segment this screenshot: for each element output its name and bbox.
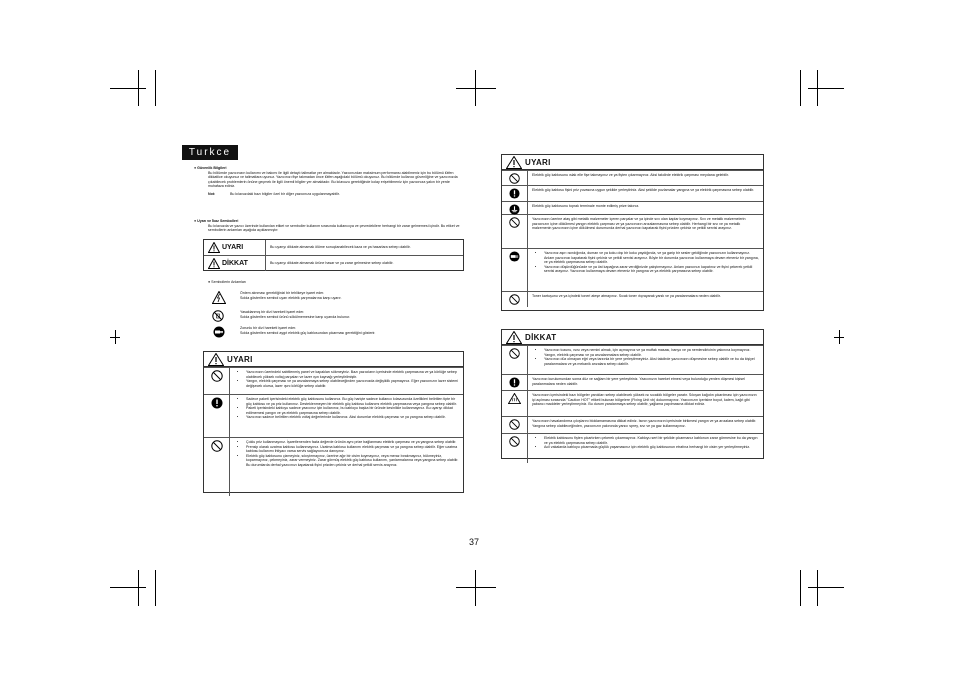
right-warning-row-1 <box>502 170 763 185</box>
symbols-body: Bu kılavuzda ve yazıcı üzerinde kullanılan etiket ve semboller kullanım sırasında kullanıcıya ve çevredekilere herhangi bir zarar gelmemesi içindir. Bu etiket ve sembollerin anlamları aşağıda açıklanmıştır: <box>208 223 460 233</box>
symbols-heading: ● Uyarı ve İkaz Sembolleri <box>194 219 239 223</box>
right-warning-row-6 <box>502 291 763 307</box>
caution-triangle-icon <box>208 258 220 269</box>
right-caution-row-2 <box>502 374 763 390</box>
caution-desc: Bu uyarıyı dikkate almamak ürüne hasar ve ya zarar gelmesine sebep olabilir. <box>270 261 394 266</box>
list-item: • Yazıcınızı sadece belirtilen elektrik voltaj değerlerinde kullanınız. Aksi durumlar elektrik çarpması ve ya yangına sebep olabilir. <box>246 415 459 420</box>
warning-triangle-icon <box>208 242 220 253</box>
right-caution-row-3 <box>502 390 763 416</box>
mandatory-icon <box>509 377 520 388</box>
safety-info-body: Bu bölümde yazıcınızın kullanımı ve bakımı ile ilgili detaylı talimatlar yer almaktadır. Yazıcınızdan maksimum performansı alabilmeniz için bu bölümü lütfen dikkatlice okuyunuz ve talimatlara uyunuz. Yazıcınızı fişe takmadan önce lütfen aşağıdaki bölümü okuyunuz. Bu bölümde kullanıcı güvenliğine ve yazıcınızda çıkabilecek problemlerin önüne geçmek ile ilgili önemli bilgiler yer almaktadır. Bu kılavuzu gerektiğinde kolay erişebilmeniz için yazıcınıza yakın bir yerde muhafaza ediniz. <box>208 170 458 189</box>
prohibition-icon <box>509 294 520 305</box>
right-warning-row-2 <box>502 185 763 201</box>
symbols-row-warning <box>204 240 463 255</box>
list-item: • Yazıcınızın üzerindeki sabitlenmiş panel ve kapakları sökmeyiniz. Bazı yazıcıların içerisinde elektrik çarpmasına ve ya körlüğe sebep olabilecek yüksek voltaj parçaları ve lazer ışın kaynağı yerleştirilmiştir. <box>246 370 459 379</box>
legend-line: Solda gösterilen sembol aygıt elektrik güç kablosundan çıkarması gerektiğini gösterir. <box>240 330 376 335</box>
prohibition-icon <box>509 217 520 228</box>
no-wet-hand-icon <box>509 173 520 184</box>
hot-surface-icon <box>508 393 521 404</box>
warning-triangle-icon <box>208 353 224 366</box>
warning-label: UYARI <box>222 244 244 251</box>
legend-item-warning <box>212 291 341 304</box>
list-item: • Yazıcınız aşırı ısındığında, duman ve ya koku dışı bir koku yaydığında, ve ya garip bir sesler geldiğinde yazıcınızın kullanmayınız. Anlam yazıcınızı kapatarak fişini çekiniz ve yetkili servisi arayınız. Böyle bir durumda yazıcınızı kullanmaya devam etmeniz bir yangına, ve ya elektrik çarpmasına sebep olabilir. <box>544 251 759 265</box>
legend-line: Solda gösterilen sembol uyarı elektrik çarpmalarına karşı uyarır. <box>240 295 342 300</box>
list-item: • Elektrik güç kablosunu çizmeyiniz, sıkıştırmayınız, üzerine ağır bir cisim koymayınız, veya meraz bırakmayınız, bükmeyiniz, koparmayınız, çekmeyiniz, zarar vermeyiniz. Zarar görmüş elektrik güç kablosu kullanımı, yanlarmalarına veya yangına sebep olabilir. Bu durumlarda derhal yazıcınızı kapatarak fişini prizden çekiniz ve derhal yetkili servis arayınız. <box>246 454 459 468</box>
right-caution-box <box>501 329 764 459</box>
left-warning-row-2 <box>204 394 463 437</box>
no-disassemble-icon <box>212 310 224 322</box>
warning-triangle-icon <box>506 156 522 169</box>
symbols-table <box>203 239 464 271</box>
prohibition-icon <box>509 436 520 447</box>
left-warning-row-1 <box>204 367 463 394</box>
right-warning-header <box>502 155 763 170</box>
caution-triangle-icon <box>506 331 522 344</box>
right-caution-row-4 <box>502 416 763 433</box>
row-text: Toner kartuşunu ve ya içindeki toneri ateşe atmayınız. Sıcak toner ıtıçrayarak yanık ve ya yaralanmalara neden olabilir. <box>532 294 721 298</box>
row-text: Yazıcınızı kurulumundan sonra düz ve sağlam bir yere yerleştiriniz. Yazıcınızın hareket etmesi veya bulunduğu yerden düşmesi kişisel yaralanmalara neden olabilir. <box>532 377 745 386</box>
caution-label: DİKKAT <box>222 260 248 267</box>
symbols-row-caution <box>204 255 463 271</box>
safety-note: Not: Bu kılavuzdaki bazı bilgiler özel bir diğer yazıcınıza uygulanmayabilir. <box>208 191 340 196</box>
row-text: Yazıcınızın üzerine ataş gibi metalik malzemeler içeren parçalar ve ya içinde sıvı olan kaplar koymayınız. Sıvı ve metalik malzemelerin yazıcınızın içine dökülmesi yangın elektrik çarpması ve ya yazıcınızın arızalanmasına sebep olabilir. Herhangi bir sıvı ve ya metalik malzemenin yazıcınızın içine dökülmesi durumunda derhal yazıcınızı kapatarak fişini prizden çekiniz ve yetkili servisi arayınız. <box>532 217 746 231</box>
prohibition-icon <box>509 419 520 430</box>
warning-desc: Bu uyarıyı dikkate almamak ölüme sonuçlanabilecek kaza ve ya hasarlara sebep olabilir. <box>270 245 411 250</box>
left-warning-header <box>204 352 463 367</box>
prohibition-icon <box>211 440 223 452</box>
right-caution-title: DİKKAT <box>525 332 557 342</box>
right-caution-row-1 <box>502 345 763 374</box>
row-text: Yazıcınızın havalandırma çıkışlarını bloklamamasına dikkat ediniz. Isının yazıcınızın içerisinde birikmesi yangın ve ya arızalara sebep olabilir. Yangına sebep olabileceğinden, yazıcınızın yakınında yanıcı sprey, sıvı ve ya gaz kullanmayınız. <box>532 419 757 428</box>
right-warning-row-4 <box>502 214 763 248</box>
right-warning-title: UYARI <box>525 157 551 167</box>
list-item: • Yazıcınızı tozunu, ısısı veya nemini almak, için açmayınız ve ya mutfak masası, banyo ve ya nemlendiricinin yakınına koymayınız. Yangın, elektrik çarpması ve ya arızalanmalara sebep olabilir. <box>544 348 759 357</box>
right-warning-row-3 <box>502 201 763 214</box>
row-text: Yazıcınızın içerisindeki bazı bölgeler yanıkları sebep olabilecek yüksek ısı sıcaklık bölgeler yaratır. Sıkışan kağıdın çıkarılması için yazıcınızın içi açılması sırasında "Caution HOT" etiketi bulunan bölgelere (Fixing Unit vb) dokunmayınız. Yazıcınızın içerisine boyut, kalem, kağıt gibi yabancı maddeler yerleştirmeyiniz. Bu durum yaralanmaya sebep olabilir, yağlama yapılmasına dikkat ediniz. <box>532 393 757 407</box>
safety-info-section <box>194 166 466 197</box>
right-warning-box <box>501 154 764 311</box>
legend-line: Önlem alınması gerektiğinizi bir tehlikeye işaret eder. <box>240 291 325 295</box>
list-item: • Prensip olarak uzatma kablosu kullanmayınız. Uzatma kablosu kullanımı elektrik çarpması ve ya yangına sebep olabilir. Eğer uzatma kablosu kullanımı ihtiyacı varsa servis sağlayıcınıza danışınız. <box>246 445 459 454</box>
unplug-icon <box>212 326 226 338</box>
left-warning-box <box>203 351 464 493</box>
safety-info-heading: ● Güvenlik Bilgileri <box>194 166 227 170</box>
legend-heading: ● Sembollerin Anlamları <box>208 280 247 284</box>
right-warning-row-5 <box>502 248 763 291</box>
list-item: • Sadece paketi içerisindeki elektrik güç kablosunu kullanınız. Bu güç hariçte sadece kullanıcı kılavuzunda özellikleri belirtilen tipte bir güç kablosu ve ya priz kullanınız. Desteklenmeyen bir elektrik güç kablosu kullanımı elektrik çarpmasına veya yangına sebep olabilir. <box>246 397 459 406</box>
right-caution-header <box>502 330 763 345</box>
mandatory-icon <box>509 188 520 199</box>
list-item: • Yazıcınızı düz olmayan eğri veya tarzınla bir yere yerleştirmeyiniz. Aksi takdirde yazıcınızın düşmesine sebep olabilir ve bu da kişiyel yaralanmalara ve ya mekanik arızalara sebep olabilir. <box>544 357 759 366</box>
legend-line: Solda gösterilen sembol ürünü sökülmemesine karşı uyarıda bulunur. <box>240 314 351 319</box>
legend-item-prohibition <box>212 310 350 322</box>
unplug-icon <box>508 251 521 262</box>
warning-triangle-icon <box>212 291 226 304</box>
row-text: Elektrik güç kablosu fişini priz yuvasına uygun şekilde yerleştiriniz. Aksi şekilde pozlamalar yangına ve ya elektrik çarpmasına sebep olabilir. <box>532 188 755 192</box>
no-disassemble-icon <box>211 370 223 382</box>
language-tab: Turkce <box>182 145 238 160</box>
left-warning-row-3 <box>204 437 463 496</box>
row-text: Elektrik güç kablosunu ıslak elle fişe takmayınız ve ya fişten çıkarmayınız. Aksi takdirde elektrik çarpması meydana gelebilir. <box>532 173 729 177</box>
list-item: • Elektrik kablosunu fişten çıkartırken çekerek çıkarmayınız. Kabloyu sert bir şekilde çıkarmanız kablonun zarar görmesine bu da yangın ve ya elektrik çarpmasına sebep olabilir. <box>544 436 759 445</box>
list-item: • Paketi içerisindeki kabloyu sadece yazıcınız için kullanınız, bu kabloyu başka bir üründe kesinlikle kullanmayınız. Bu uyarıyı dikkat edilmemesi yangın ve ya elektrik çarpmasına sebep olabilir. <box>246 406 459 415</box>
list-item: • Acil vakalarda kabloyu çıkarmada güçlük yaşamasınız için elektrik güç kablosunun etrafına herhangi bir cisim yer yerleştirmeyiniz. <box>544 445 759 450</box>
symbols-section <box>194 219 466 233</box>
page-number: 37 <box>469 537 480 547</box>
ground-icon <box>509 204 520 215</box>
legend-item-mandatory <box>212 326 375 338</box>
right-caution-row-5 <box>502 433 763 463</box>
mandatory-icon <box>211 397 223 409</box>
list-item: • Yazıcınızı düşürdüğünüzde ve ya üst kapağına zarar verdiğinizde çalıştırmayınız. Anlam yazıcınızı kapatınız ve fişini çekerek yetkili servisi arayınız. Yazıcınızı kullanmaya devam etmeniz bir yangına ve ya elektrik çarpmasına sebep olabilir. <box>544 265 759 274</box>
left-warning-title: UYARI <box>227 354 253 364</box>
list-item: • Yangın, elektrik çarpması ve ya arızalanmaya sebep olabileceğinden yazıcınızda değişiklik yapmayınız. Eğer yazıcınızın lazer sistemi değişecek olursa, lazer ışını körlüğe sebep olabilir. <box>246 379 459 388</box>
prohibition-icon <box>509 348 520 359</box>
list-item: • Çoklu priz kullanmayınız. İşaretlenenden fazla değerde ürünün aynı prize bağlanması elektrik çarpması ve ya yangına sebep olabilir. <box>246 440 459 445</box>
legend-line: Yasaklanmış bir dizi hareketi işaret eder. <box>240 310 305 314</box>
legend-line: Zorunlu bir dizi hareketi işaret eder. <box>240 326 297 330</box>
row-text: Elektrik güç kablosunu toprak terminale monte edilmiş prize takınız. <box>532 204 640 208</box>
